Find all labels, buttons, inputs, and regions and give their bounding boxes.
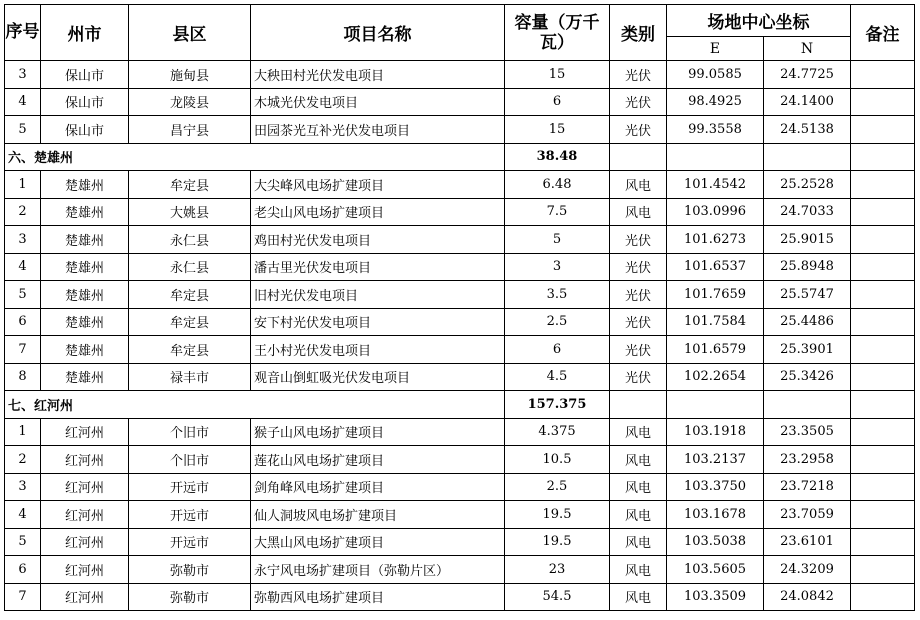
cell-seq: 6 (5, 556, 41, 584)
cell-project-name: 老尖山风电场扩建项目 (251, 198, 505, 226)
cell-seq: 1 (5, 418, 41, 446)
header-e: E (667, 37, 764, 61)
cell-remark (851, 116, 915, 144)
table-row (5, 336, 915, 364)
cell-seq: 5 (5, 528, 41, 556)
header-category: 类别 (610, 5, 667, 61)
cell-city: 楚雄州 (41, 198, 129, 226)
cell-city: 楚雄州 (41, 281, 129, 309)
cell-county: 龙陵县 (129, 88, 251, 116)
cell-city: 楚雄州 (41, 336, 129, 364)
header-county: 县区 (129, 5, 251, 61)
cell-project-name: 大黑山风电场扩建项目 (251, 528, 505, 556)
header-n: N (764, 37, 851, 61)
cell-capacity: 15 (505, 116, 610, 144)
cell-remark (851, 253, 915, 281)
cell-city: 红河州 (41, 501, 129, 529)
cell-n: 25.9015 (764, 226, 851, 254)
cell-e: 103.3509 (667, 583, 764, 611)
cell-seq: 4 (5, 501, 41, 529)
cell-e: 103.3750 (667, 473, 764, 501)
cell-category: 风电 (610, 528, 667, 556)
table-row (5, 281, 915, 309)
cell-county: 施甸县 (129, 61, 251, 89)
cell-category: 光伏 (610, 253, 667, 281)
cell-city: 红河州 (41, 418, 129, 446)
cell-capacity: 6 (505, 88, 610, 116)
cell-seq: 3 (5, 61, 41, 89)
cell-remark (851, 198, 915, 226)
cell-n: 24.3209 (764, 556, 851, 584)
cell-county: 开远市 (129, 473, 251, 501)
table-row (5, 528, 915, 556)
cell-capacity: 7.5 (505, 198, 610, 226)
cell-capacity: 10.5 (505, 446, 610, 474)
cell-city: 楚雄州 (41, 363, 129, 391)
cell-category: 光伏 (610, 226, 667, 254)
group-row (5, 143, 915, 171)
cell-project-name: 旧村光伏发电项目 (251, 281, 505, 309)
cell-n: 25.4486 (764, 308, 851, 336)
cell-e: 101.6537 (667, 253, 764, 281)
cell-capacity: 3.5 (505, 281, 610, 309)
cell-county: 永仁县 (129, 253, 251, 281)
table-row (5, 473, 915, 501)
empty-cell (667, 391, 764, 419)
cell-city: 红河州 (41, 528, 129, 556)
cell-county: 开远市 (129, 501, 251, 529)
cell-remark (851, 61, 915, 89)
cell-seq: 4 (5, 88, 41, 116)
cell-e: 103.0996 (667, 198, 764, 226)
table-row (5, 501, 915, 529)
cell-n: 24.0842 (764, 583, 851, 611)
cell-n: 25.3901 (764, 336, 851, 364)
cell-project-name: 田园茶光互补光伏发电项目 (251, 116, 505, 144)
cell-e: 103.2137 (667, 446, 764, 474)
cell-e: 102.2654 (667, 363, 764, 391)
cell-seq: 3 (5, 226, 41, 254)
cell-remark (851, 473, 915, 501)
cell-county: 永仁县 (129, 226, 251, 254)
cell-county: 弥勒市 (129, 583, 251, 611)
cell-e: 101.6579 (667, 336, 764, 364)
cell-category: 风电 (610, 473, 667, 501)
table-row (5, 61, 915, 89)
cell-n: 23.6101 (764, 528, 851, 556)
cell-n: 24.7725 (764, 61, 851, 89)
cell-capacity: 6 (505, 336, 610, 364)
cell-n: 25.8948 (764, 253, 851, 281)
cell-seq: 7 (5, 583, 41, 611)
table-row (5, 253, 915, 281)
cell-county: 大姚县 (129, 198, 251, 226)
cell-category: 风电 (610, 583, 667, 611)
cell-n: 23.7059 (764, 501, 851, 529)
table-row (5, 88, 915, 116)
group-row (5, 391, 915, 419)
cell-county: 昌宁县 (129, 116, 251, 144)
cell-seq: 5 (5, 116, 41, 144)
cell-county: 个旧市 (129, 418, 251, 446)
cell-e: 103.5605 (667, 556, 764, 584)
cell-capacity: 4.375 (505, 418, 610, 446)
cell-e: 103.5038 (667, 528, 764, 556)
cell-city: 楚雄州 (41, 171, 129, 199)
cell-category: 风电 (610, 446, 667, 474)
cell-n: 25.3426 (764, 363, 851, 391)
cell-project-name: 大秧田村光伏发电项目 (251, 61, 505, 89)
header-seq: 序号 (5, 5, 41, 61)
table-row (5, 363, 915, 391)
cell-seq: 2 (5, 198, 41, 226)
cell-project-name: 弥勒西风电场扩建项目 (251, 583, 505, 611)
cell-remark (851, 281, 915, 309)
cell-seq: 1 (5, 171, 41, 199)
cell-capacity: 19.5 (505, 528, 610, 556)
table-row (5, 446, 915, 474)
cell-city: 红河州 (41, 556, 129, 584)
cell-capacity: 2.5 (505, 308, 610, 336)
cell-capacity: 4.5 (505, 363, 610, 391)
cell-remark (851, 583, 915, 611)
cell-project-name: 鸡田村光伏发电项目 (251, 226, 505, 254)
cell-capacity: 19.5 (505, 501, 610, 529)
header-coords: 场地中心坐标 (667, 5, 851, 37)
cell-n: 24.5138 (764, 116, 851, 144)
cell-category: 光伏 (610, 363, 667, 391)
cell-n: 23.3505 (764, 418, 851, 446)
empty-cell (851, 143, 915, 171)
cell-e: 103.1918 (667, 418, 764, 446)
cell-category: 风电 (610, 418, 667, 446)
empty-cell (667, 143, 764, 171)
cell-seq: 5 (5, 281, 41, 309)
cell-city: 楚雄州 (41, 253, 129, 281)
empty-cell (610, 143, 667, 171)
cell-category: 风电 (610, 171, 667, 199)
cell-n: 25.5747 (764, 281, 851, 309)
cell-n: 25.2528 (764, 171, 851, 199)
table-row (5, 226, 915, 254)
header-capacity: 容量（万千瓦） (505, 5, 610, 61)
cell-county: 牟定县 (129, 336, 251, 364)
cell-seq: 6 (5, 308, 41, 336)
cell-remark (851, 308, 915, 336)
cell-county: 个旧市 (129, 446, 251, 474)
cell-capacity: 15 (505, 61, 610, 89)
cell-city: 保山市 (41, 61, 129, 89)
cell-county: 弥勒市 (129, 556, 251, 584)
cell-category: 光伏 (610, 336, 667, 364)
cell-county: 牟定县 (129, 171, 251, 199)
cell-n: 24.7033 (764, 198, 851, 226)
header-remark: 备注 (851, 5, 915, 61)
cell-remark (851, 336, 915, 364)
cell-seq: 2 (5, 446, 41, 474)
cell-e: 101.6273 (667, 226, 764, 254)
cell-n: 23.2958 (764, 446, 851, 474)
cell-city: 红河州 (41, 473, 129, 501)
cell-category: 光伏 (610, 88, 667, 116)
empty-cell (764, 143, 851, 171)
cell-remark (851, 528, 915, 556)
cell-city: 楚雄州 (41, 226, 129, 254)
cell-seq: 8 (5, 363, 41, 391)
project-table (4, 4, 915, 611)
cell-e: 101.7584 (667, 308, 764, 336)
cell-remark (851, 556, 915, 584)
cell-project-name: 永宁风电场扩建项目（弥勒片区） (251, 556, 505, 584)
header-city: 州市 (41, 5, 129, 61)
cell-seq: 3 (5, 473, 41, 501)
cell-capacity: 54.5 (505, 583, 610, 611)
cell-n: 23.7218 (764, 473, 851, 501)
table-row (5, 116, 915, 144)
cell-city: 保山市 (41, 116, 129, 144)
cell-city: 楚雄州 (41, 308, 129, 336)
cell-project-name: 仙人洞坡风电场扩建项目 (251, 501, 505, 529)
cell-remark (851, 363, 915, 391)
cell-capacity: 3 (505, 253, 610, 281)
cell-seq: 7 (5, 336, 41, 364)
cell-category: 风电 (610, 501, 667, 529)
cell-e: 103.1678 (667, 501, 764, 529)
cell-project-name: 大尖峰风电场扩建项目 (251, 171, 505, 199)
table-row (5, 308, 915, 336)
cell-remark (851, 171, 915, 199)
cell-remark (851, 88, 915, 116)
cell-category: 光伏 (610, 61, 667, 89)
cell-county: 牟定县 (129, 308, 251, 336)
cell-e: 98.4925 (667, 88, 764, 116)
group-total: 157.375 (505, 391, 610, 419)
empty-cell (764, 391, 851, 419)
group-label: 六、楚雄州 (5, 143, 505, 171)
cell-category: 光伏 (610, 281, 667, 309)
empty-cell (610, 391, 667, 419)
cell-project-name: 木城光伏发电项目 (251, 88, 505, 116)
cell-county: 禄丰市 (129, 363, 251, 391)
table-row (5, 198, 915, 226)
cell-remark (851, 501, 915, 529)
cell-category: 光伏 (610, 308, 667, 336)
cell-category: 风电 (610, 556, 667, 584)
cell-remark (851, 418, 915, 446)
cell-project-name: 剑角峰风电场扩建项目 (251, 473, 505, 501)
cell-e: 99.0585 (667, 61, 764, 89)
cell-project-name: 王小村光伏发电项目 (251, 336, 505, 364)
cell-project-name: 安下村光伏发电项目 (251, 308, 505, 336)
cell-n: 24.1400 (764, 88, 851, 116)
header-project: 项目名称 (251, 5, 505, 61)
cell-capacity: 5 (505, 226, 610, 254)
cell-city: 红河州 (41, 583, 129, 611)
cell-project-name: 莲花山风电场扩建项目 (251, 446, 505, 474)
cell-county: 牟定县 (129, 281, 251, 309)
cell-category: 风电 (610, 198, 667, 226)
group-label: 七、红河州 (5, 391, 505, 419)
cell-county: 开远市 (129, 528, 251, 556)
cell-capacity: 6.48 (505, 171, 610, 199)
table-row (5, 583, 915, 611)
cell-remark (851, 226, 915, 254)
cell-seq: 4 (5, 253, 41, 281)
cell-project-name: 潘古里光伏发电项目 (251, 253, 505, 281)
group-total: 38.48 (505, 143, 610, 171)
table-row (5, 171, 915, 199)
cell-e: 101.4542 (667, 171, 764, 199)
cell-category: 光伏 (610, 116, 667, 144)
table-row (5, 418, 915, 446)
empty-cell (851, 391, 915, 419)
cell-e: 101.7659 (667, 281, 764, 309)
cell-e: 99.3558 (667, 116, 764, 144)
cell-capacity: 23 (505, 556, 610, 584)
cell-project-name: 观音山倒虹吸光伏发电项目 (251, 363, 505, 391)
cell-project-name: 猴子山风电场扩建项目 (251, 418, 505, 446)
cell-city: 红河州 (41, 446, 129, 474)
table-body (5, 61, 915, 611)
cell-remark (851, 446, 915, 474)
table-row (5, 556, 915, 584)
cell-capacity: 2.5 (505, 473, 610, 501)
cell-city: 保山市 (41, 88, 129, 116)
